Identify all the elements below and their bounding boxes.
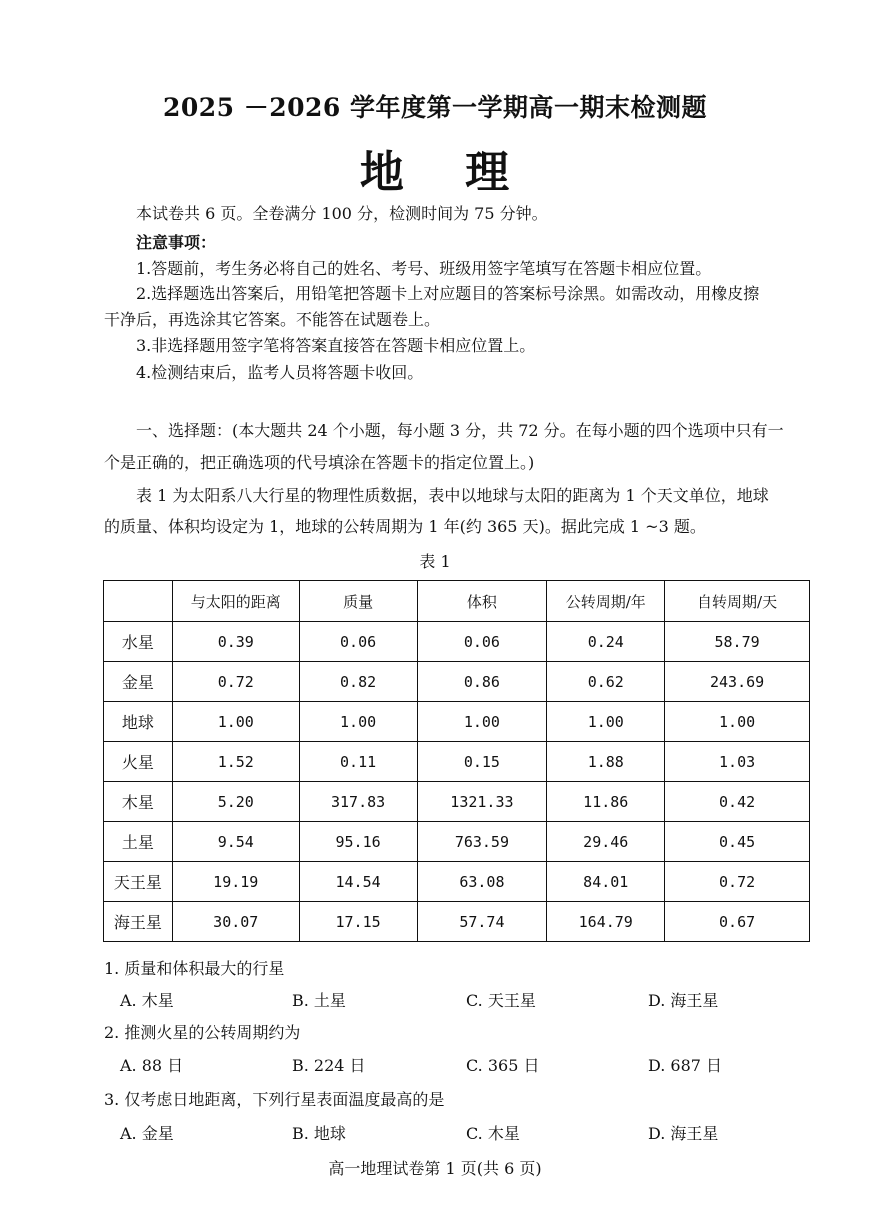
- table-cell: 63.08: [417, 862, 547, 902]
- table-row: [104, 822, 810, 862]
- table-cell: 0.15: [417, 742, 547, 782]
- table-cell: 243.69: [665, 662, 810, 702]
- subject-title: [0, 136, 870, 200]
- planet-name-cell: 天王星: [104, 862, 173, 902]
- table-cell: 0.42: [665, 782, 810, 822]
- table-cell: 0.72: [665, 862, 810, 902]
- table-row: [104, 782, 810, 822]
- table-cell: 164.79: [547, 902, 665, 942]
- table-cell: 29.46: [547, 822, 665, 862]
- planet-name-cell: 金星: [104, 662, 173, 702]
- table-cell: 0.06: [299, 622, 417, 662]
- notice-item-3: 3.非选择题用签字笔将答案直接答在答题卡相应位置上。: [136, 336, 536, 355]
- subject-char-2: 理: [465, 147, 511, 198]
- table-header-cell: 与太阳的距离: [172, 581, 299, 622]
- question-2-option-a: A. 88 日: [120, 1056, 184, 1075]
- planet-name-cell: 水星: [104, 622, 173, 662]
- table-header-cell: 自转周期/天: [665, 581, 810, 622]
- page-footer: 高一地理试卷第 1 页(共 6 页): [328, 1159, 542, 1178]
- table-cell: 1.00: [665, 702, 810, 742]
- question-1-option-d: D. 海王星: [648, 991, 719, 1010]
- question-stem-line-2: 的质量、体积均设定为 1，地球的公转周期为 1 年(约 365 天)。据此完成 1 ~3 题。: [104, 517, 706, 536]
- question-3-option-a: A. 金星: [120, 1124, 174, 1143]
- planet-name-cell: 地球: [104, 702, 173, 742]
- table-row: [104, 902, 810, 942]
- table-cell: 1.00: [172, 702, 299, 742]
- question-1-option-b: B. 土星: [292, 991, 346, 1010]
- question-2-option-d: D. 687 日: [648, 1056, 723, 1075]
- notice-heading: 注意事项：: [136, 233, 217, 252]
- table-row: [104, 742, 810, 782]
- table-cell: 0.62: [547, 662, 665, 702]
- table-cell: 317.83: [299, 782, 417, 822]
- table-cell: 0.06: [417, 622, 547, 662]
- table-row: [104, 702, 810, 742]
- question-2-stem: 2. 推测火星的公转周期约为: [104, 1023, 301, 1042]
- table-cell: 95.16: [299, 822, 417, 862]
- question-1-option-c: C. 天王星: [466, 991, 536, 1010]
- planet-name-cell: 木星: [104, 782, 173, 822]
- table-row: [104, 862, 810, 902]
- intro-text: 本试卷共 6 页。全卷满分 100 分，检测时间为 75 分钟。: [136, 204, 548, 223]
- section-heading-line-1: 一、选择题：(本大题共 24 个小题，每小题 3 分，共 72 分。在每小题的四个选项中只有一: [136, 421, 784, 440]
- table-cell: 0.39: [172, 622, 299, 662]
- planet-name-cell: 海王星: [104, 902, 173, 942]
- table-row: [104, 662, 810, 702]
- table-cell: 30.07: [172, 902, 299, 942]
- question-1-option-a: A. 木星: [120, 991, 174, 1010]
- table-cell: 1.00: [299, 702, 417, 742]
- table-header-cell: 体积: [417, 581, 547, 622]
- notice-item-4: 4.检测结束后，监考人员将答题卡收回。: [136, 363, 424, 382]
- table-cell: 9.54: [172, 822, 299, 862]
- planet-data-table: [103, 580, 810, 942]
- planet-name-cell: 土星: [104, 822, 173, 862]
- table-cell: 58.79: [665, 622, 810, 662]
- table-cell: 1.03: [665, 742, 810, 782]
- table-cell: 0.72: [172, 662, 299, 702]
- table-cell: 11.86: [547, 782, 665, 822]
- table-cell: 0.24: [547, 622, 665, 662]
- question-2-option-b: B. 224 日: [292, 1056, 366, 1075]
- table-header-row: [104, 581, 810, 622]
- question-1-stem: 1. 质量和体积最大的行星: [104, 959, 285, 978]
- table-caption: 表 1: [419, 552, 451, 571]
- exam-title: 2025 －2026 学年度第一学期高一期末检测题: [162, 93, 708, 122]
- table-header-cell: [104, 581, 173, 622]
- subject-char-1: 地: [359, 147, 405, 198]
- question-2-option-c: C. 365 日: [466, 1056, 540, 1075]
- planet-name-cell: 火星: [104, 742, 173, 782]
- table-cell: 17.15: [299, 902, 417, 942]
- table-cell: 1321.33: [417, 782, 547, 822]
- notice-item-2-line-1: 2.选择题选出答案后，用铅笔把答题卡上对应题目的答案标号涂黑。如需改动，用橡皮擦: [136, 284, 760, 303]
- table-cell: 5.20: [172, 782, 299, 822]
- question-3-option-d: D. 海王星: [648, 1124, 719, 1143]
- question-3-stem: 3. 仅考虑日地距离，下列行星表面温度最高的是: [104, 1090, 445, 1109]
- question-stem-line-1: 表 1 为太阳系八大行星的物理性质数据，表中以地球与太阳的距离为 1 个天文单位，地球: [136, 486, 769, 505]
- table-cell: 57.74: [417, 902, 547, 942]
- table-cell: 0.11: [299, 742, 417, 782]
- table-header-cell: 质量: [299, 581, 417, 622]
- notice-item-2-line-2: 干净后，再选涂其它答案。不能答在试题卷上。: [104, 310, 441, 329]
- table-header-cell: 公转周期/年: [547, 581, 665, 622]
- table-cell: 0.82: [299, 662, 417, 702]
- question-3-option-c: C. 木星: [466, 1124, 520, 1143]
- table-cell: 19.19: [172, 862, 299, 902]
- table-cell: 0.67: [665, 902, 810, 942]
- table-cell: 1.00: [547, 702, 665, 742]
- table-cell: 1.52: [172, 742, 299, 782]
- question-3-option-b: B. 地球: [292, 1124, 346, 1143]
- table-row: [104, 622, 810, 662]
- table-cell: 84.01: [547, 862, 665, 902]
- table-cell: 14.54: [299, 862, 417, 902]
- section-heading-line-2: 个是正确的，把正确选项的代号填涂在答题卡的指定位置上。): [104, 453, 535, 472]
- table-cell: 1.00: [417, 702, 547, 742]
- table-cell: 763.59: [417, 822, 547, 862]
- table-cell: 1.88: [547, 742, 665, 782]
- table-cell: 0.45: [665, 822, 810, 862]
- notice-item-1: 1.答题前，考生务必将自己的姓名、考号、班级用签字笔填写在答题卡相应位置。: [136, 259, 712, 278]
- table-cell: 0.86: [417, 662, 547, 702]
